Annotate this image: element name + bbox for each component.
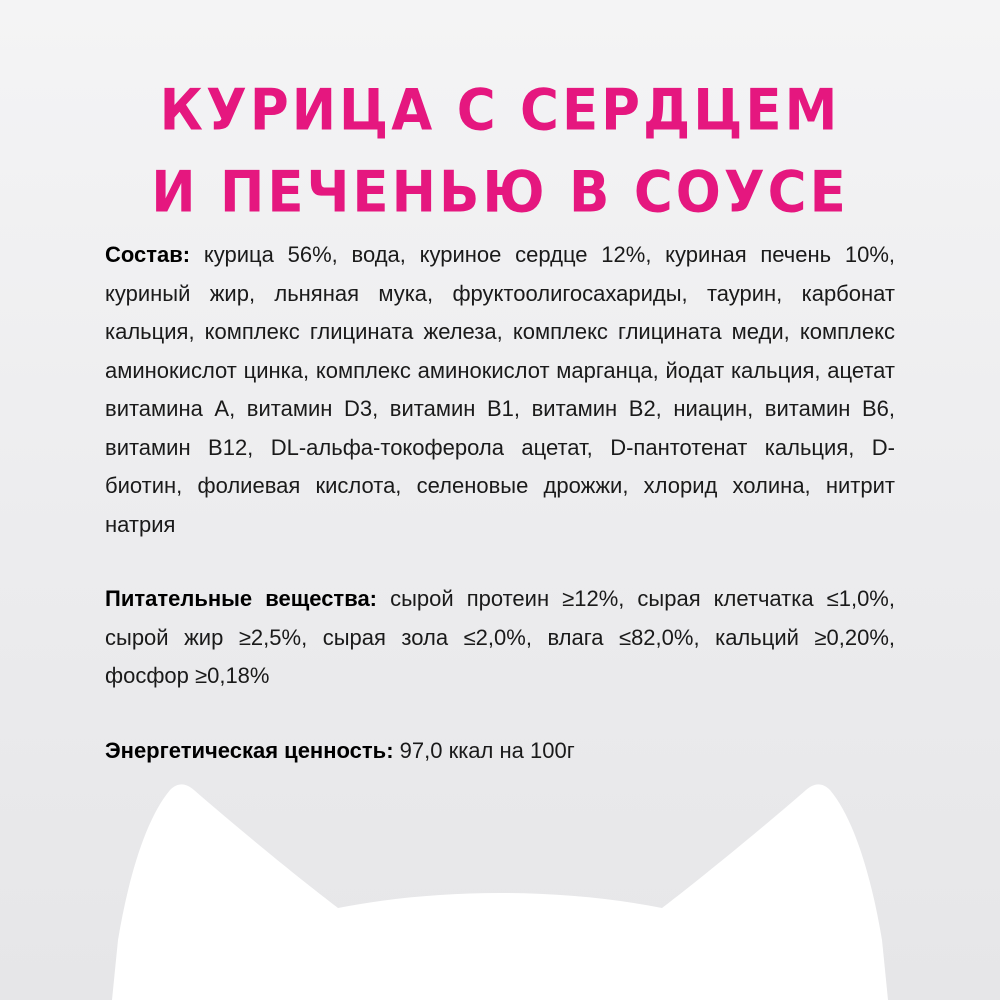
nutrients-paragraph [105, 580, 895, 696]
title-line-1: КУРИЦА С СЕРДЦЕМ [159, 77, 841, 144]
composition-label: Состав: [105, 242, 191, 267]
composition-paragraph [105, 236, 895, 544]
composition-text: курица 56%, вода, куриное сердце 12%, куриная печень 10%, куриный жир, льняная мука, фруктоолигосахариды, таурин, карбонат кальция, комплекс глицината железа, комплекс глицината меди, комплекс аминокислот цинка, комплекс аминокислот марганца, йодат кальция, ацетат витамина А, витамин D3, витамин B1, витамин B2, ниацин, витамин B6, витамин B12, DL-альфа-токоферола ацетат, D-пантотенат кальция, D-биотин, фолиевая кислота, селеновые дрожжи, хлорид холина, нитрит натрия [105, 242, 895, 537]
energy-label: Энергетическая ценность: [105, 737, 394, 763]
title-line-2: И ПЕЧЕНЬЮ В СОУСЕ [151, 159, 849, 226]
energy-paragraph [105, 732, 895, 771]
product-title [0, 70, 1000, 234]
energy-text: 97,0 ккал на 100г [399, 737, 575, 763]
nutrients-text: сырой протеин ≥12%, сырая клетчатка ≤1,0%, сырой жир ≥2,5%, сырая зола ≤2,0%, влага ≤82,0%, кальций ≥0,20%, фосфор ≥0,18% [105, 586, 895, 688]
product-info [105, 236, 895, 770]
nutrients-label: Питательные вещества: [105, 586, 378, 611]
